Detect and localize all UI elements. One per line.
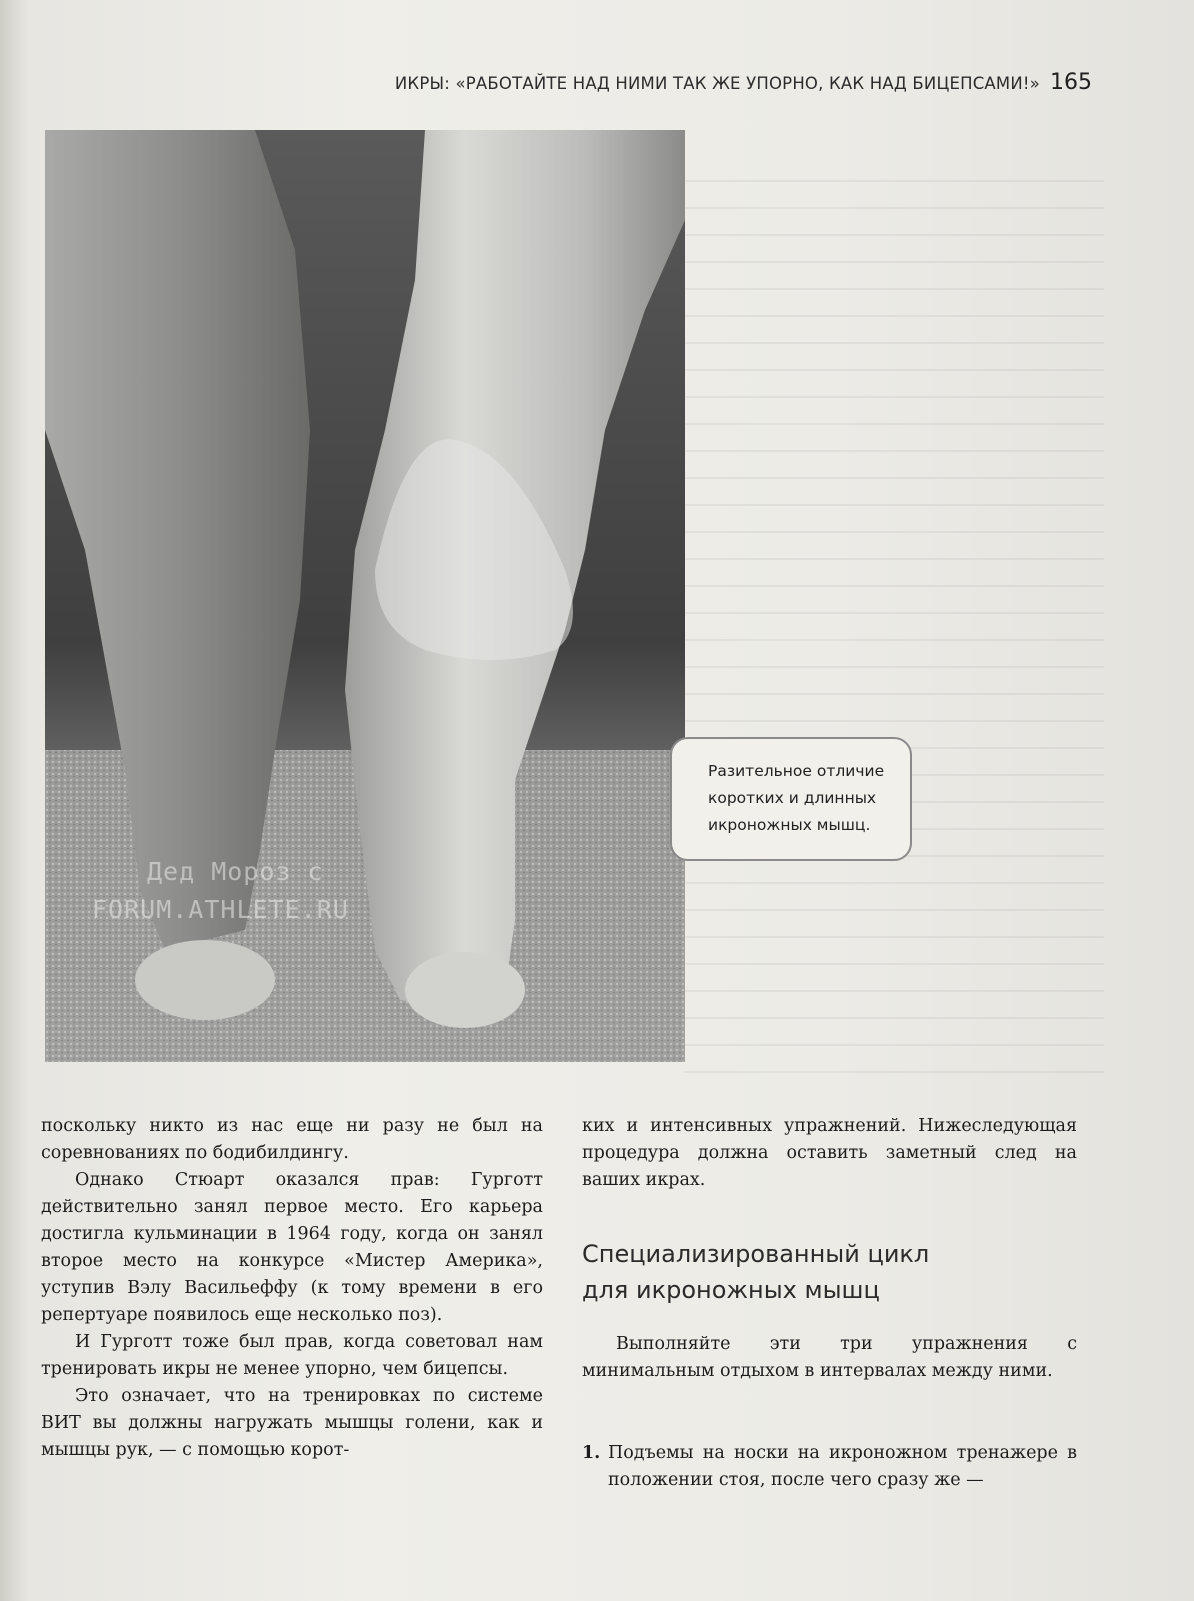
page-number: 165	[1050, 70, 1092, 95]
paragraph: Однако Стюарт оказался прав: Гурготт действительно занял первое место. Его карьера достигла кульминации в 1964 году, когда он занял второе место на конкурсе «Мистер Америка», уступив Вэлу Васильеффу (к тому времени в его репертуаре появилось еще несколько поз).	[41, 1170, 543, 1325]
running-title: ИКРЫ: «РАБОТАЙТЕ НАД НИМИ ТАК ЖЕ УПОРНО, КАК НАД БИЦЕПСАМИ!»	[394, 74, 1040, 93]
caption-line-2: коротких и длинных	[708, 789, 877, 807]
paragraph: Выполняйте эти три упражнения с минимальным отдыхом в интервалах между ними.	[582, 1334, 1077, 1381]
gutter-shadow	[0, 0, 28, 1601]
photo-caption-callout	[670, 737, 912, 861]
list-number: 1.	[582, 1443, 601, 1463]
section-heading-line-2: для икроножных мышц	[582, 1276, 880, 1304]
list-item-text: Подъемы на носки на икроножном тренажере в положении стоя, после чего сразу же —	[608, 1443, 1077, 1490]
left-column	[41, 1113, 543, 1464]
paragraph: И Гурготт тоже был прав, когда советовал нам тренировать икры не менее упорно, чем бицепсы.	[41, 1332, 543, 1379]
exercise-list-item	[582, 1440, 1077, 1494]
caption-line-3: икроножных мышц.	[708, 816, 871, 834]
watermark	[92, 853, 349, 929]
paragraph: поскольку никто из нас еще ни разу не был на соревнованиях по бодибилдингу.	[41, 1116, 543, 1163]
right-column-top	[582, 1113, 1077, 1194]
show-through-text	[684, 180, 1104, 1080]
section-heading	[582, 1236, 1077, 1308]
section-heading-line-1: Специализированный цикл	[582, 1240, 930, 1268]
caption-line-1: Разительное отличие	[708, 762, 885, 780]
watermark-line-1: Дед Мороз с	[147, 857, 324, 886]
paragraph: Это означает, что на тренировках по системе ВИТ вы должны нагружать мышцы голени, как и мышцы рук, — с помощью корот-	[41, 1386, 543, 1460]
running-header	[395, 70, 1092, 95]
paragraph: ких и интенсивных упражнений. Нижеследующая процедура должна оставить заметный след на ваших икрах.	[582, 1116, 1077, 1190]
watermark-line-2: FORUM.ATHLETE.RU	[92, 895, 349, 924]
right-column-intro	[582, 1331, 1077, 1385]
